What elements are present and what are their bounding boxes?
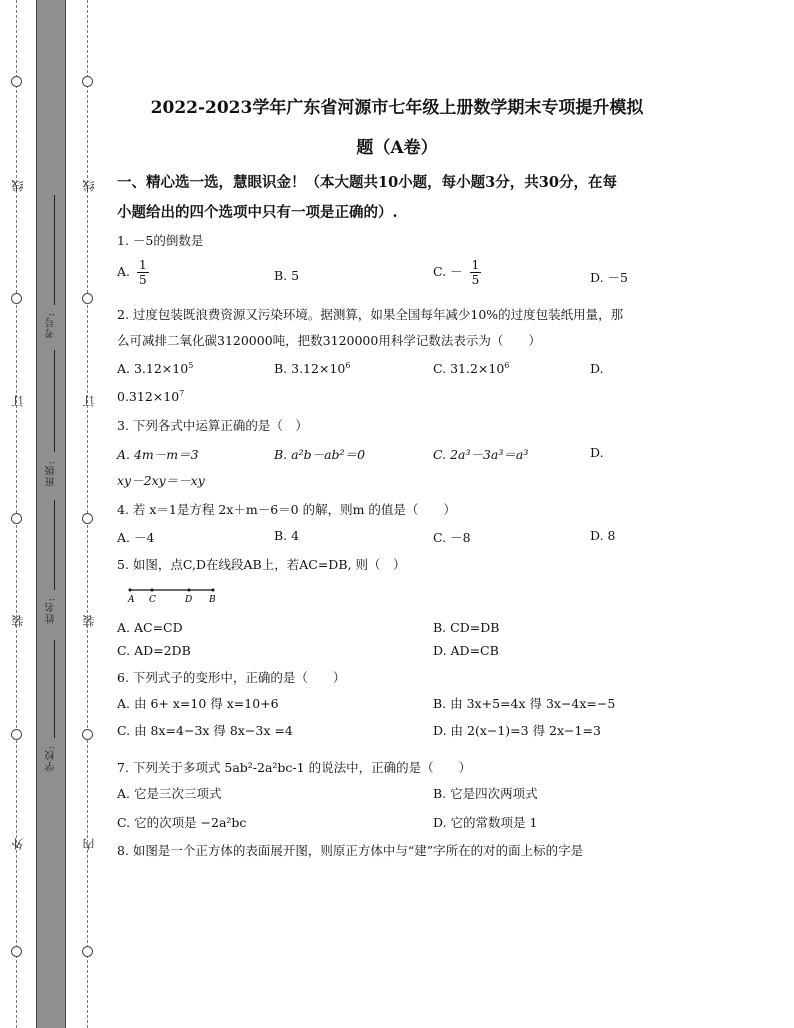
margin-char-bind: 装 xyxy=(82,615,96,627)
point-label-d: D xyxy=(185,595,193,605)
margin-char-bind: 装 xyxy=(11,615,25,627)
q5-option-d[interactable]: D. AD=CB xyxy=(433,643,499,658)
q6-option-d[interactable]: D. 由 2(x−1)=3 得 2x−1=3 xyxy=(433,723,601,738)
fraction: $\frac{1}{5}$ xyxy=(471,258,480,287)
q3-option-c[interactable]: C. 2a³－3a³＝a³ xyxy=(433,447,529,462)
binding-hole xyxy=(82,729,93,740)
class-blank[interactable] xyxy=(54,350,55,452)
fraction: $\frac{1}{5}$ xyxy=(139,258,147,287)
exam-number-blank[interactable] xyxy=(54,195,55,305)
q1-option-a[interactable] xyxy=(117,258,149,287)
name-blank[interactable] xyxy=(54,500,55,590)
margin-char-line: 线 xyxy=(82,180,96,192)
q3-option-d[interactable]: D. xyxy=(590,445,604,460)
class-label: 班级: xyxy=(46,460,57,487)
q4-option-b[interactable]: B. 4 xyxy=(274,528,300,543)
point-label-b: B xyxy=(209,595,216,605)
binding-margin xyxy=(0,0,100,1028)
question-5-stem: 5. 如图，点C,D在线段AB上，若AC=DB, 则（ ） xyxy=(117,557,406,572)
binding-hole xyxy=(82,946,93,957)
question-2-stem: 2. 过度包装既浪费资源又污染环境。据测算，如果全国每年减少10%的过度包装纸用量，那 xyxy=(117,307,624,322)
q3-option-b[interactable]: B. a²b－ab²＝0 xyxy=(274,447,366,462)
question-7-stem: 7. 下列关于多项式 5ab²-2a²bc-1 的说法中，正确的是（ ） xyxy=(117,760,472,775)
question-6-stem: 6. 下列式子的变形中，正确的是（ ） xyxy=(117,670,346,685)
margin-char-outer: 外 xyxy=(11,838,25,850)
q2-option-b[interactable]: B. $3.12\times 10^6$ xyxy=(274,361,351,377)
q1-option-d[interactable]: D. －5 xyxy=(590,270,628,285)
q6-option-a[interactable]: A. 由 6+ x=10 得 x=10+6 xyxy=(117,696,279,711)
question-2-stem-line2: 么可减排二氧化碳3120000吨，把数3120000用科学记数法表示为（ ） xyxy=(117,333,541,348)
q2-option-d-value: $0.312\times 10^7$ xyxy=(117,389,185,405)
binding-hole xyxy=(11,513,22,524)
q2-option-d[interactable]: D. xyxy=(590,361,604,376)
q1-option-c-label: C. － xyxy=(433,264,463,279)
point-label-c: C xyxy=(149,595,156,605)
binding-hole xyxy=(82,293,93,304)
q7-option-c[interactable]: C. 它的次项是 −2a²bc xyxy=(117,815,247,830)
school-label: 学校: xyxy=(46,745,57,772)
q7-option-b[interactable]: B. 它是四次两项式 xyxy=(433,786,538,801)
binding-hole xyxy=(11,76,22,87)
q3-option-d-value: xy－2xy＝－xy xyxy=(117,473,205,488)
binding-hole xyxy=(82,513,93,524)
q6-option-c[interactable]: C. 由 8x=4−3x 得 8x−3x =4 xyxy=(117,723,293,738)
q7-option-a[interactable]: A. 它是三次三项式 xyxy=(117,786,222,801)
gray-binding-band xyxy=(36,0,66,1028)
margin-char-order: 订 xyxy=(82,395,96,407)
q6-option-b[interactable]: B. 由 3x+5=4x 得 3x−4x=−5 xyxy=(433,696,616,711)
name-label: 姓名: xyxy=(46,597,57,624)
margin-char-line: 线 xyxy=(11,180,25,192)
binding-hole xyxy=(11,946,22,957)
q1-option-c[interactable] xyxy=(433,258,481,287)
page-title: 2022-2023学年广东省河源市七年级上册数学期末专项提升模拟 xyxy=(150,98,644,118)
q5-option-b[interactable]: B. CD=DB xyxy=(433,620,500,635)
question-3-stem: 3. 下列各式中运算正确的是（ ） xyxy=(117,418,308,433)
q1-option-b[interactable]: B. 5 xyxy=(274,268,300,283)
binding-hole xyxy=(11,293,22,304)
question-8-stem: 8. 如图是一个正方体的表面展开图，则原正方体中与“建”字所在的对的面上标的字是 xyxy=(117,843,584,858)
margin-char-inner: 内 xyxy=(82,838,96,850)
q5-option-a[interactable]: A. AC=CD xyxy=(117,620,183,635)
page-title-line2: 题（A卷） xyxy=(356,138,438,158)
exam-number-label: 考号: xyxy=(46,312,57,339)
q1-option-a-label: A. xyxy=(117,264,131,279)
q7-option-d[interactable]: D. 它的常数项是 1 xyxy=(433,815,538,830)
binding-hole xyxy=(82,76,93,87)
question-1-stem: 1. －5的倒数是 xyxy=(117,233,204,248)
line-segment-figure xyxy=(125,585,220,605)
question-4-stem: 4. 若 x＝1是方程 2x＋m－6＝0 的解，则m 的值是（ ） xyxy=(117,502,456,517)
margin-char-order: 订 xyxy=(11,395,25,407)
q4-option-d[interactable]: D. 8 xyxy=(590,528,616,543)
section-heading-line2: 小题给出的四个选项中只有一项是正确的）. xyxy=(117,204,398,221)
q4-option-a[interactable]: A. －4 xyxy=(117,530,155,545)
q5-option-c[interactable]: C. AD=2DB xyxy=(117,643,191,658)
q4-option-c[interactable]: C. －8 xyxy=(433,530,471,545)
school-blank[interactable] xyxy=(54,640,55,738)
point-label-a: A xyxy=(128,595,135,605)
section-heading: 一、精心选一选，慧眼识金！（本大题共10小题，每小题3分，共30分，在每 xyxy=(117,174,617,191)
q2-option-c[interactable]: C. $31.2\times 10^6$ xyxy=(433,361,510,377)
binding-hole xyxy=(11,729,22,740)
q3-option-a[interactable]: A. 4m－m＝3 xyxy=(117,447,199,462)
q2-option-a[interactable]: A. $3.12\times 10^5$ xyxy=(117,361,194,377)
